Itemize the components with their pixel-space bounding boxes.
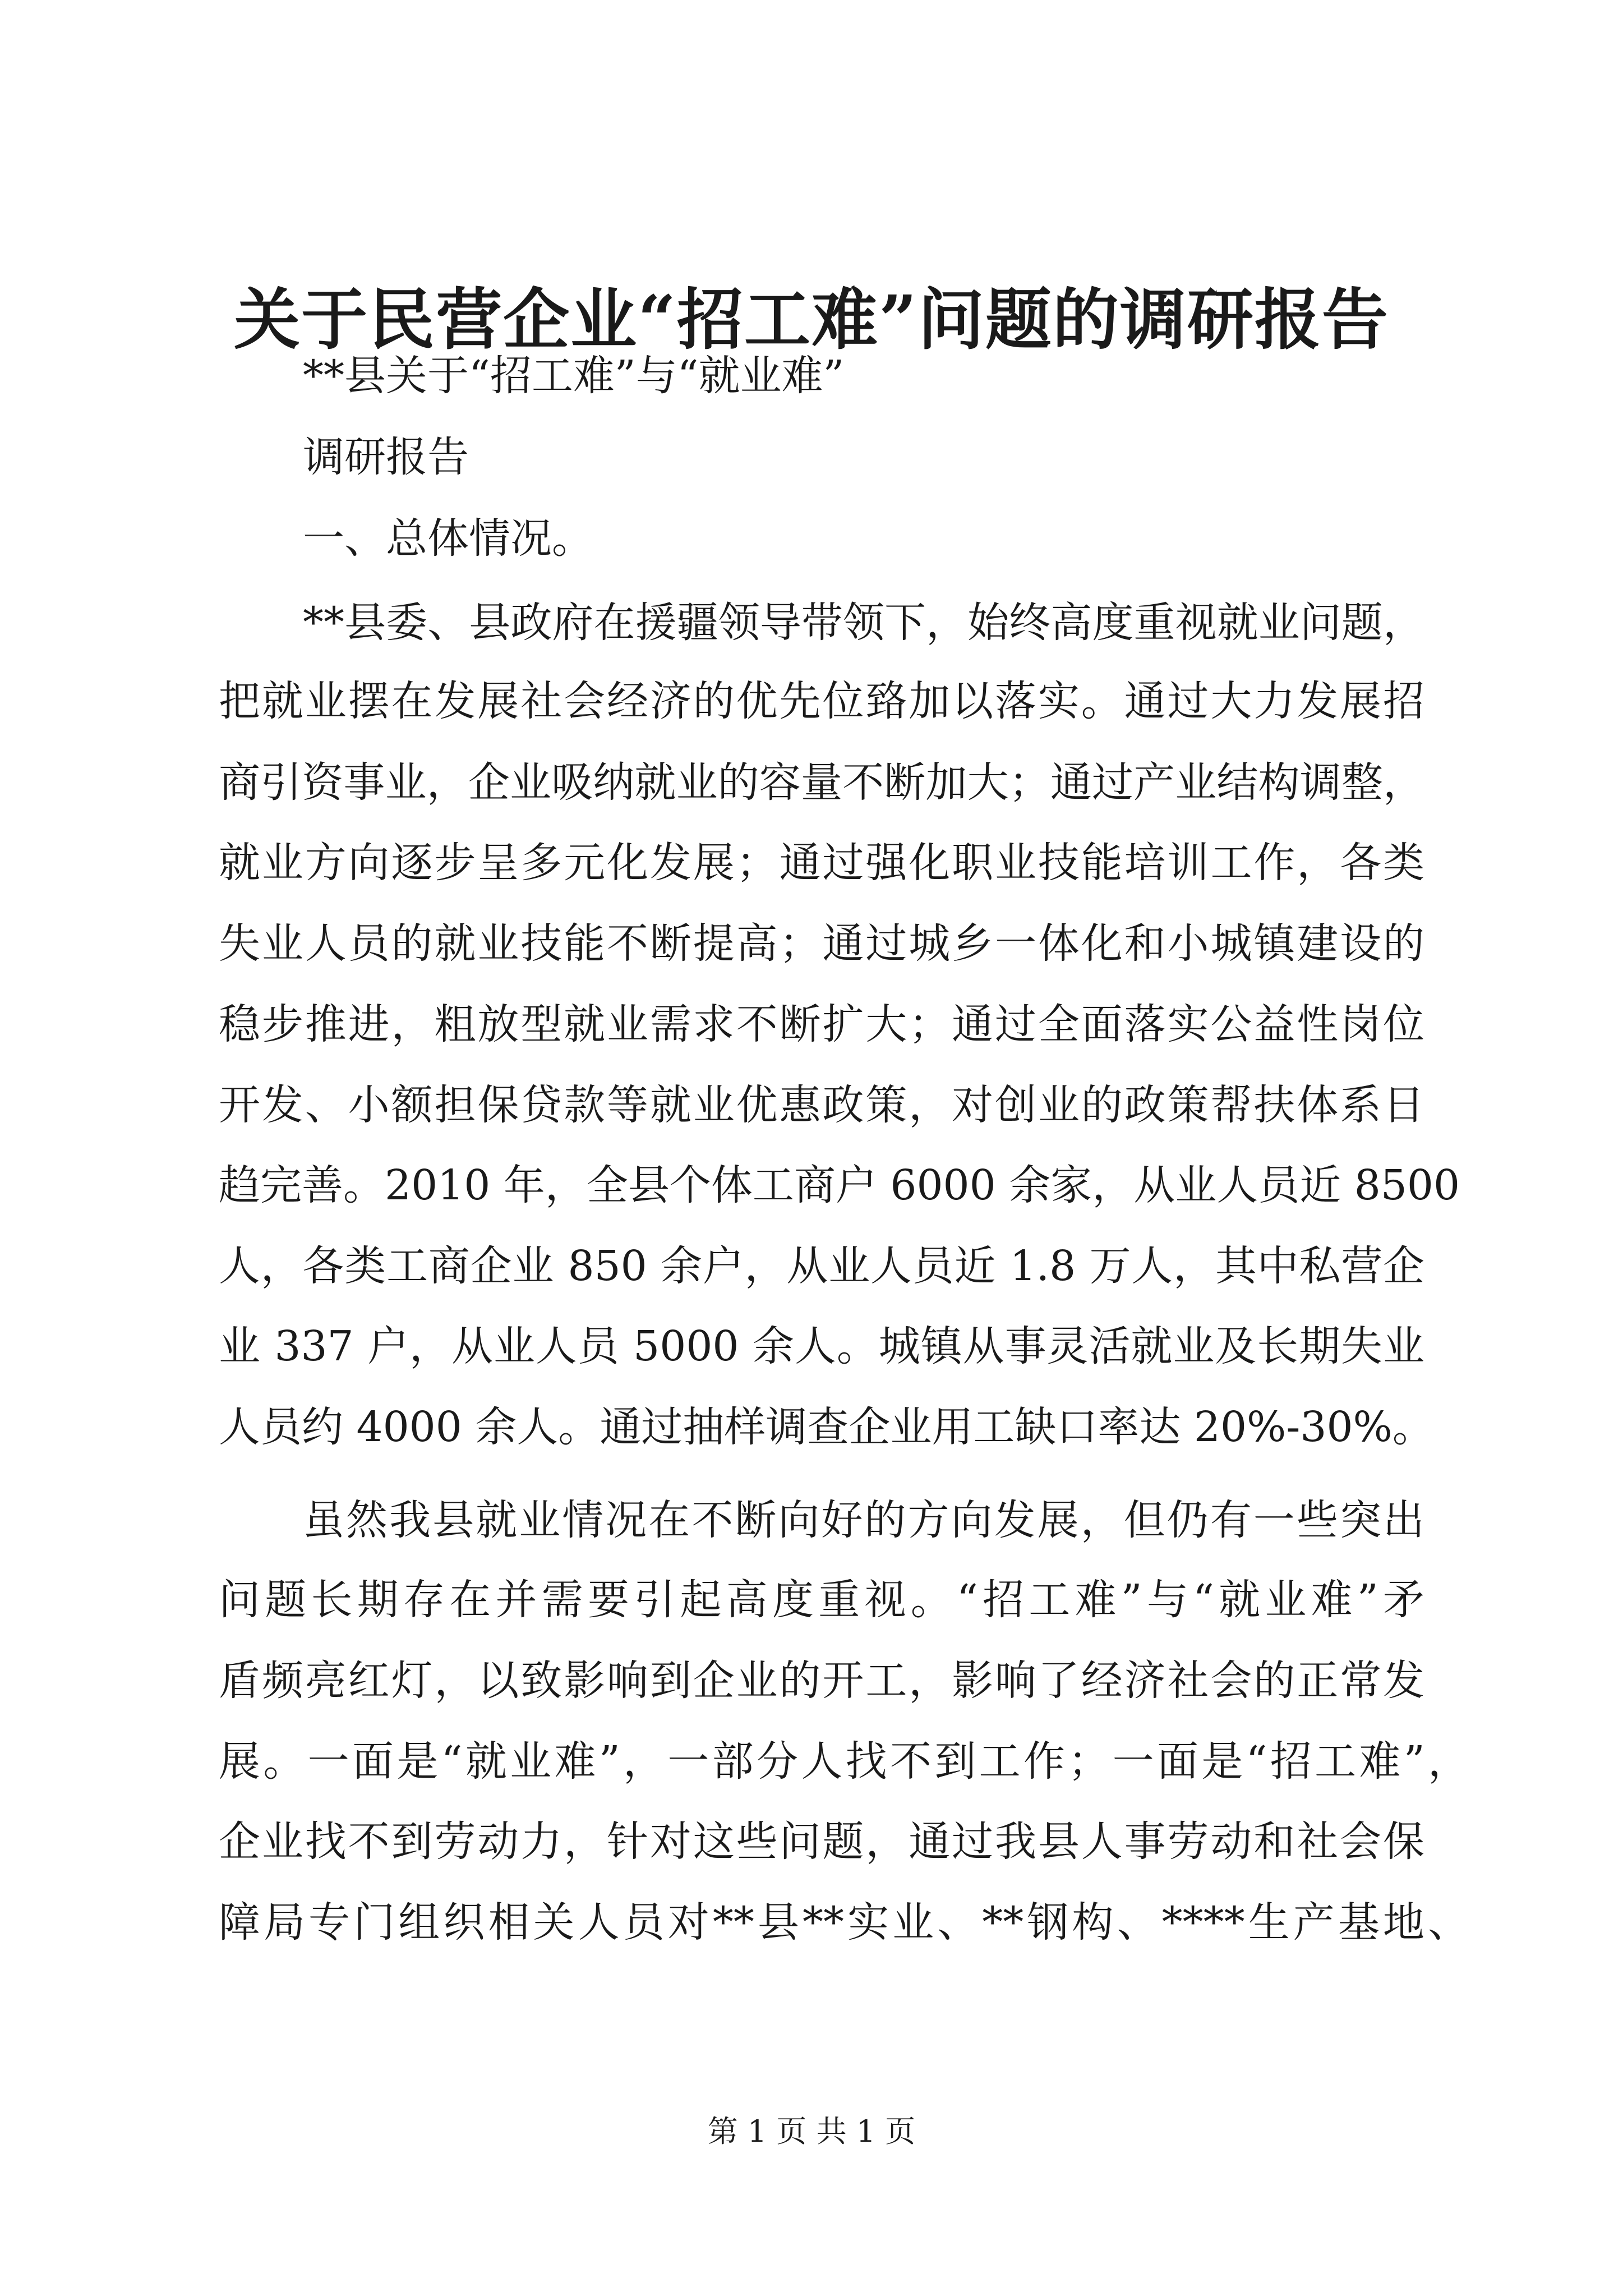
paragraph-1-line: 把就业摆在发展社会经济的优先位臵加以落实。通过大力发展招 [219, 677, 1424, 725]
paragraph-1-line: 趋完善。2010 年，全县个体工商户 6000 余家，从业人员近 8500 [219, 1161, 1460, 1209]
paragraph-1-line: 人，各类工商企业 850 余户，从业人员近 1.8 万人，其中私营企 [219, 1242, 1424, 1290]
paragraph-1-line: 失业人员的就业技能不断提高；通过城乡一体化和小城镇建设的 [219, 919, 1424, 968]
paragraph-2-line: 企业找不到劳动力，针对这些问题，通过我县人事劳动和社会保 [219, 1818, 1424, 1866]
paragraph-2-line: 问题长期存在并需要引起高度重视。“招工难”与“就业难”矛 [219, 1576, 1424, 1624]
paragraph-1-line: 人员约 4000 余人。通过抽样调查企业用工缺口率达 20%-30%。 [219, 1403, 1434, 1451]
document-title: 关于民营企业“招工难”问题的调研报告 [234, 280, 1389, 358]
paragraph-1-line: 开发、小额担保贷款等就业优惠政策，对创业的政策帮扶体系日 [219, 1081, 1424, 1129]
subtitle-line-1: **县关于“招工难”与“就业难” [303, 352, 845, 400]
paragraph-1-line: 稳步推进，粗放型就业需求不断扩大；通过全面落实公益性岗位 [219, 1000, 1424, 1048]
paragraph-2-line: 盾频亮红灯，以致影响到企业的开工，影响了经济社会的正常发 [219, 1657, 1424, 1705]
paragraph-1-line: **县委、县政府在援疆领导带领下，始终高度重视就业问题， [303, 599, 1424, 647]
section-heading: 一、总体情况。 [303, 514, 593, 563]
subtitle-line-2: 调研报告 [303, 433, 469, 481]
paragraph-2-line: 障局专门组织相关人员对**县**实业、**钢构、****生产基地、 [219, 1898, 1469, 1947]
paragraph-1-line: 业 337 户，从业人员 5000 余人。城镇从事灵活就业及长期失业 [219, 1322, 1424, 1370]
paragraph-2-line: 展。一面是“就业难”，一部分人找不到工作；一面是“招工难”， [219, 1737, 1469, 1786]
page-number-footer: 第 1 页 共 1 页 [707, 2114, 916, 2149]
paragraph-2-line: 虽然我县就业情况在不断向好的方向发展，但仍有一些突出 [303, 1496, 1424, 1544]
paragraph-1-line: 商引资事业，企业吸纳就业的容量不断加大；通过产业结构调整， [219, 758, 1424, 807]
paragraph-1-line: 就业方向逐步呈多元化发展；通过强化职业技能培训工作，各类 [219, 839, 1424, 887]
